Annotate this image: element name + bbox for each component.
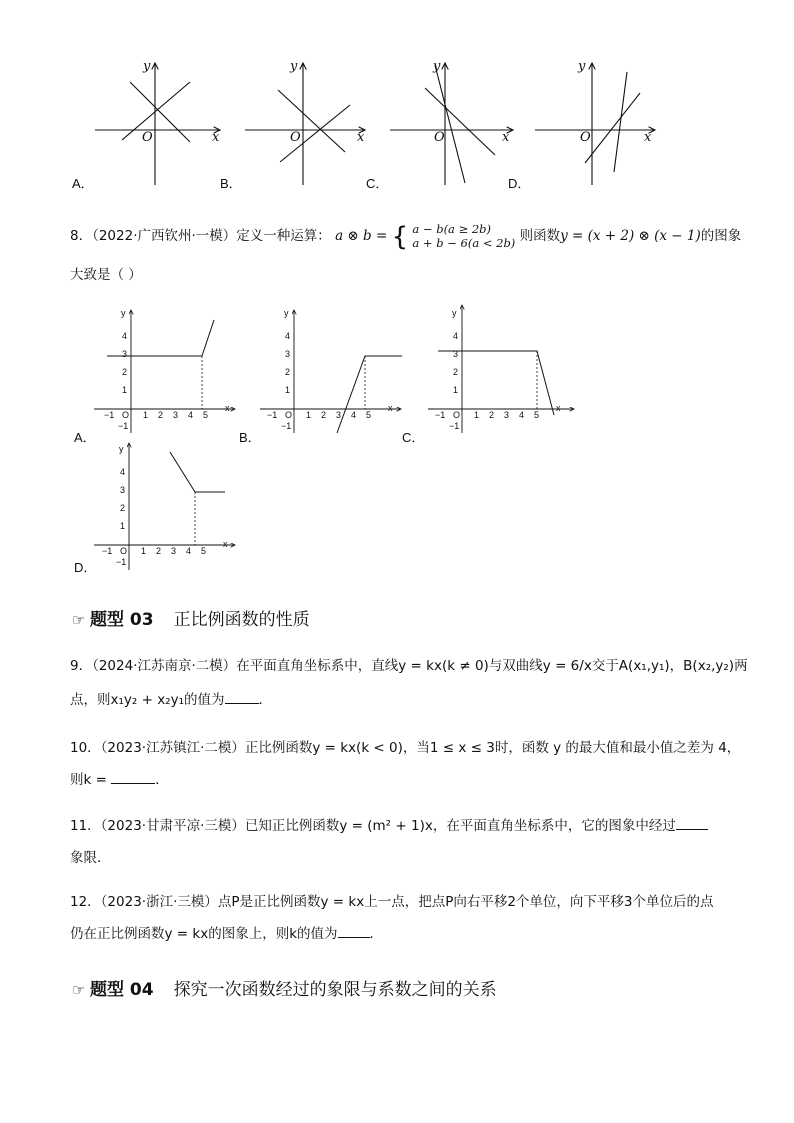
q8-graph-0-xtick: 1 (143, 410, 149, 420)
q7a-y-label: y (143, 59, 151, 74)
q8-graph-0-y-label: y (121, 308, 126, 318)
q8-graph-1-ytick: 4 (285, 331, 291, 341)
q8-graph-0-ytick: 4 (122, 331, 128, 341)
q7c-x-label: x (502, 130, 510, 145)
q8-graph-3-xtick: −1 (102, 546, 113, 556)
q8-graph-2-x-label: x (556, 403, 561, 413)
q8-graph-1-xtick: 5 (366, 410, 372, 420)
q8-graph-3-ytick: 2 (120, 503, 126, 513)
q8-graph-0-ytick: 2 (122, 367, 128, 377)
q8-option-d[interactable]: D． (74, 560, 97, 575)
q8-graph-0-xtick: 3 (173, 410, 179, 420)
q8-prefix: 8．（2022·广西钦州·一模）定义一种运算： (70, 228, 331, 244)
q8-graph-3-ytick: 4 (120, 467, 126, 477)
q8-option-a[interactable]: A． (74, 430, 96, 445)
q8-graph-2-ytick: 4 (453, 331, 459, 341)
q7d-x-label: x (644, 130, 652, 145)
q8-graph-3-origin: O (120, 546, 128, 556)
q7c-origin: O (434, 130, 445, 145)
q10-line2 (70, 768, 169, 788)
q8-graph-1-xtick: 1 (306, 410, 312, 420)
q7b-y-label: y (290, 59, 298, 74)
q7-option-c[interactable]: C． (366, 176, 389, 191)
q10-answer-blank[interactable] (111, 771, 155, 784)
section-03-label: 题型 03 (90, 610, 154, 630)
pointing-hand-icon: ☞ (72, 981, 86, 999)
q8-graph-3-ytick: 1 (120, 521, 126, 531)
q9-line1: 9．（2024·江苏南京·二模）在平面直角坐标系中，直线y = kx(k ≠ 0)与双曲线y = 6/x交于A(x₁,y₁)，B(x₂,y₂)两 (70, 658, 748, 674)
q8-graph-2-xtick: 1 (474, 410, 480, 420)
section-04-heading (72, 975, 497, 1000)
q10-period: ． (155, 772, 169, 788)
q8-mid: 则函数 (519, 228, 561, 244)
q11-line1 (70, 814, 708, 834)
q8-graph-3-x-label: x (223, 539, 228, 549)
q7d-y-label: y (578, 59, 586, 74)
q9-line2-text: 点，则x₁y₂ + x₂y₁的值为 (70, 692, 225, 708)
q8-line1 (70, 222, 741, 252)
q8-graph-0-x-label: x (225, 403, 230, 413)
q7b-x-label: x (357, 130, 365, 145)
q8-graph-1-ytick: −1 (281, 421, 292, 431)
q8-graph-2-ytick: −1 (449, 421, 460, 431)
q8-graph-2-y-label: y (452, 308, 457, 318)
q7-graph-c (385, 60, 525, 190)
q8-option-c[interactable]: C． (402, 430, 425, 445)
q8-graph-2-ytick: 1 (453, 385, 459, 395)
q8-graph-1-xtick: 4 (351, 410, 357, 420)
q8-cases (412, 222, 515, 250)
q8-graph-2-xtick: 4 (519, 410, 525, 420)
q8-case2: a + b − 6(a < 2b) (412, 236, 516, 250)
q7c-y-label: y (433, 59, 441, 74)
q9-answer-blank[interactable] (225, 691, 259, 704)
q8-graph-0-xtick: 5 (203, 410, 209, 420)
q8-line2: 大致是（ ） (70, 267, 142, 283)
q7-graph-a (90, 60, 230, 190)
q7d-origin: O (580, 130, 591, 145)
q8-graph-1-x-label: x (388, 403, 393, 413)
q8-graph-0-ytick: 3 (122, 349, 128, 359)
q8-case1: a − b(a ≥ 2b) (412, 222, 492, 236)
q12-answer-blank[interactable] (338, 925, 370, 938)
q8-graph-0-ytick: −1 (118, 421, 129, 431)
q8-graph-3-xtick: 5 (201, 546, 207, 556)
q8-graph-2-origin: O (453, 410, 461, 420)
section-03-title: 正比例函数的性质 (173, 610, 310, 630)
q8-graph-a (92, 305, 252, 435)
q8-brace: { (391, 222, 409, 252)
q8-graph-1-ytick: 3 (285, 349, 291, 359)
q8-graph-3-xtick: 4 (186, 546, 192, 556)
section-04-label: 题型 04 (90, 980, 154, 1000)
q8-option-b[interactable]: B． (239, 430, 261, 445)
q8-graph-1-ytick: 2 (285, 367, 291, 377)
q8-func: y = (x + 2) ⊗ (x − 1) (560, 228, 701, 244)
q8-graph-2-xtick: 3 (504, 410, 510, 420)
q8-graph-0-xtick: 4 (188, 410, 194, 420)
q12-line1: 12．（2023·浙江·三模）点P是正比例函数y = kx上一点，把点P向右平移2个单位，向下平移3个单位后的点 (70, 894, 714, 910)
section-04-title: 探究一次函数经过的象限与系数之间的关系 (173, 980, 497, 1000)
q7-graph-b (240, 60, 380, 190)
q7a-x-label: x (212, 130, 220, 145)
q8-graph-3-ytick: 3 (120, 485, 126, 495)
q12-line2-text: 仍在正比例函数y = kx的图象上，则k的值为 (70, 926, 338, 942)
q8-graph-0-origin: O (122, 410, 130, 420)
q8-graph-0-ytick: 1 (122, 385, 128, 395)
section-03-heading (72, 605, 310, 630)
q8-graph-3-xtick: 2 (156, 546, 162, 556)
q7-graph-d (530, 60, 670, 190)
q8-graph-3-xtick: 1 (141, 546, 147, 556)
q7b-origin: O (290, 130, 301, 145)
q11-line1-text: 11．（2023·甘肃平凉·三模）已知正比例函数y = (m² + 1)x，在平面直角坐标系中，它的图象中经过 (70, 818, 676, 834)
q8-graph-2-ytick: 3 (453, 349, 459, 359)
q8-graph-3-xtick: 3 (171, 546, 177, 556)
q8-graph-1-xtick: −1 (267, 410, 278, 420)
q8-graph-1-origin: O (285, 410, 293, 420)
q12-period: ． (369, 926, 384, 942)
q11-line2: 象限． (70, 850, 111, 866)
q8-op-def: a ⊗ b = (335, 228, 388, 244)
q9-line2 (70, 688, 272, 708)
q8-graph-2-xtick: −1 (435, 410, 446, 420)
q12-line2 (70, 922, 383, 942)
q8-graph-3-y-label: y (119, 444, 124, 454)
q10-line1: 10．（2023·江苏镇江·二模）正比例函数y = kx(k < 0)，当1 ≤ x ≤ 3时，函数 y 的最大值和最小值之差为 4， (70, 740, 741, 756)
q8-graph-1-y-label: y (284, 308, 289, 318)
q8-graph-1-ytick: 1 (285, 385, 291, 395)
q8-graph-0-xtick: 2 (158, 410, 164, 420)
q8-graph-2-ytick: 2 (453, 367, 459, 377)
q8-suffix: 的图象 (700, 228, 742, 244)
q7-option-d[interactable]: D． (508, 176, 531, 191)
pointing-hand-icon: ☞ (72, 611, 86, 629)
q11-answer-blank[interactable] (676, 817, 708, 830)
q10-line2-text: 则k = (70, 772, 107, 788)
q8-graph-0-xtick: −1 (104, 410, 115, 420)
q7a-origin: O (142, 130, 153, 145)
q8-graph-1-xtick: 3 (336, 410, 342, 420)
q8-graph-1-xtick: 2 (321, 410, 327, 420)
q7-option-b[interactable]: B． (220, 176, 242, 191)
q8-graph-3-ytick: −1 (116, 557, 127, 567)
q8-graph-2-xtick: 5 (534, 410, 540, 420)
q7-option-a[interactable]: A． (72, 176, 94, 191)
q9-period: ． (258, 692, 272, 708)
q8-graph-2-xtick: 2 (489, 410, 495, 420)
